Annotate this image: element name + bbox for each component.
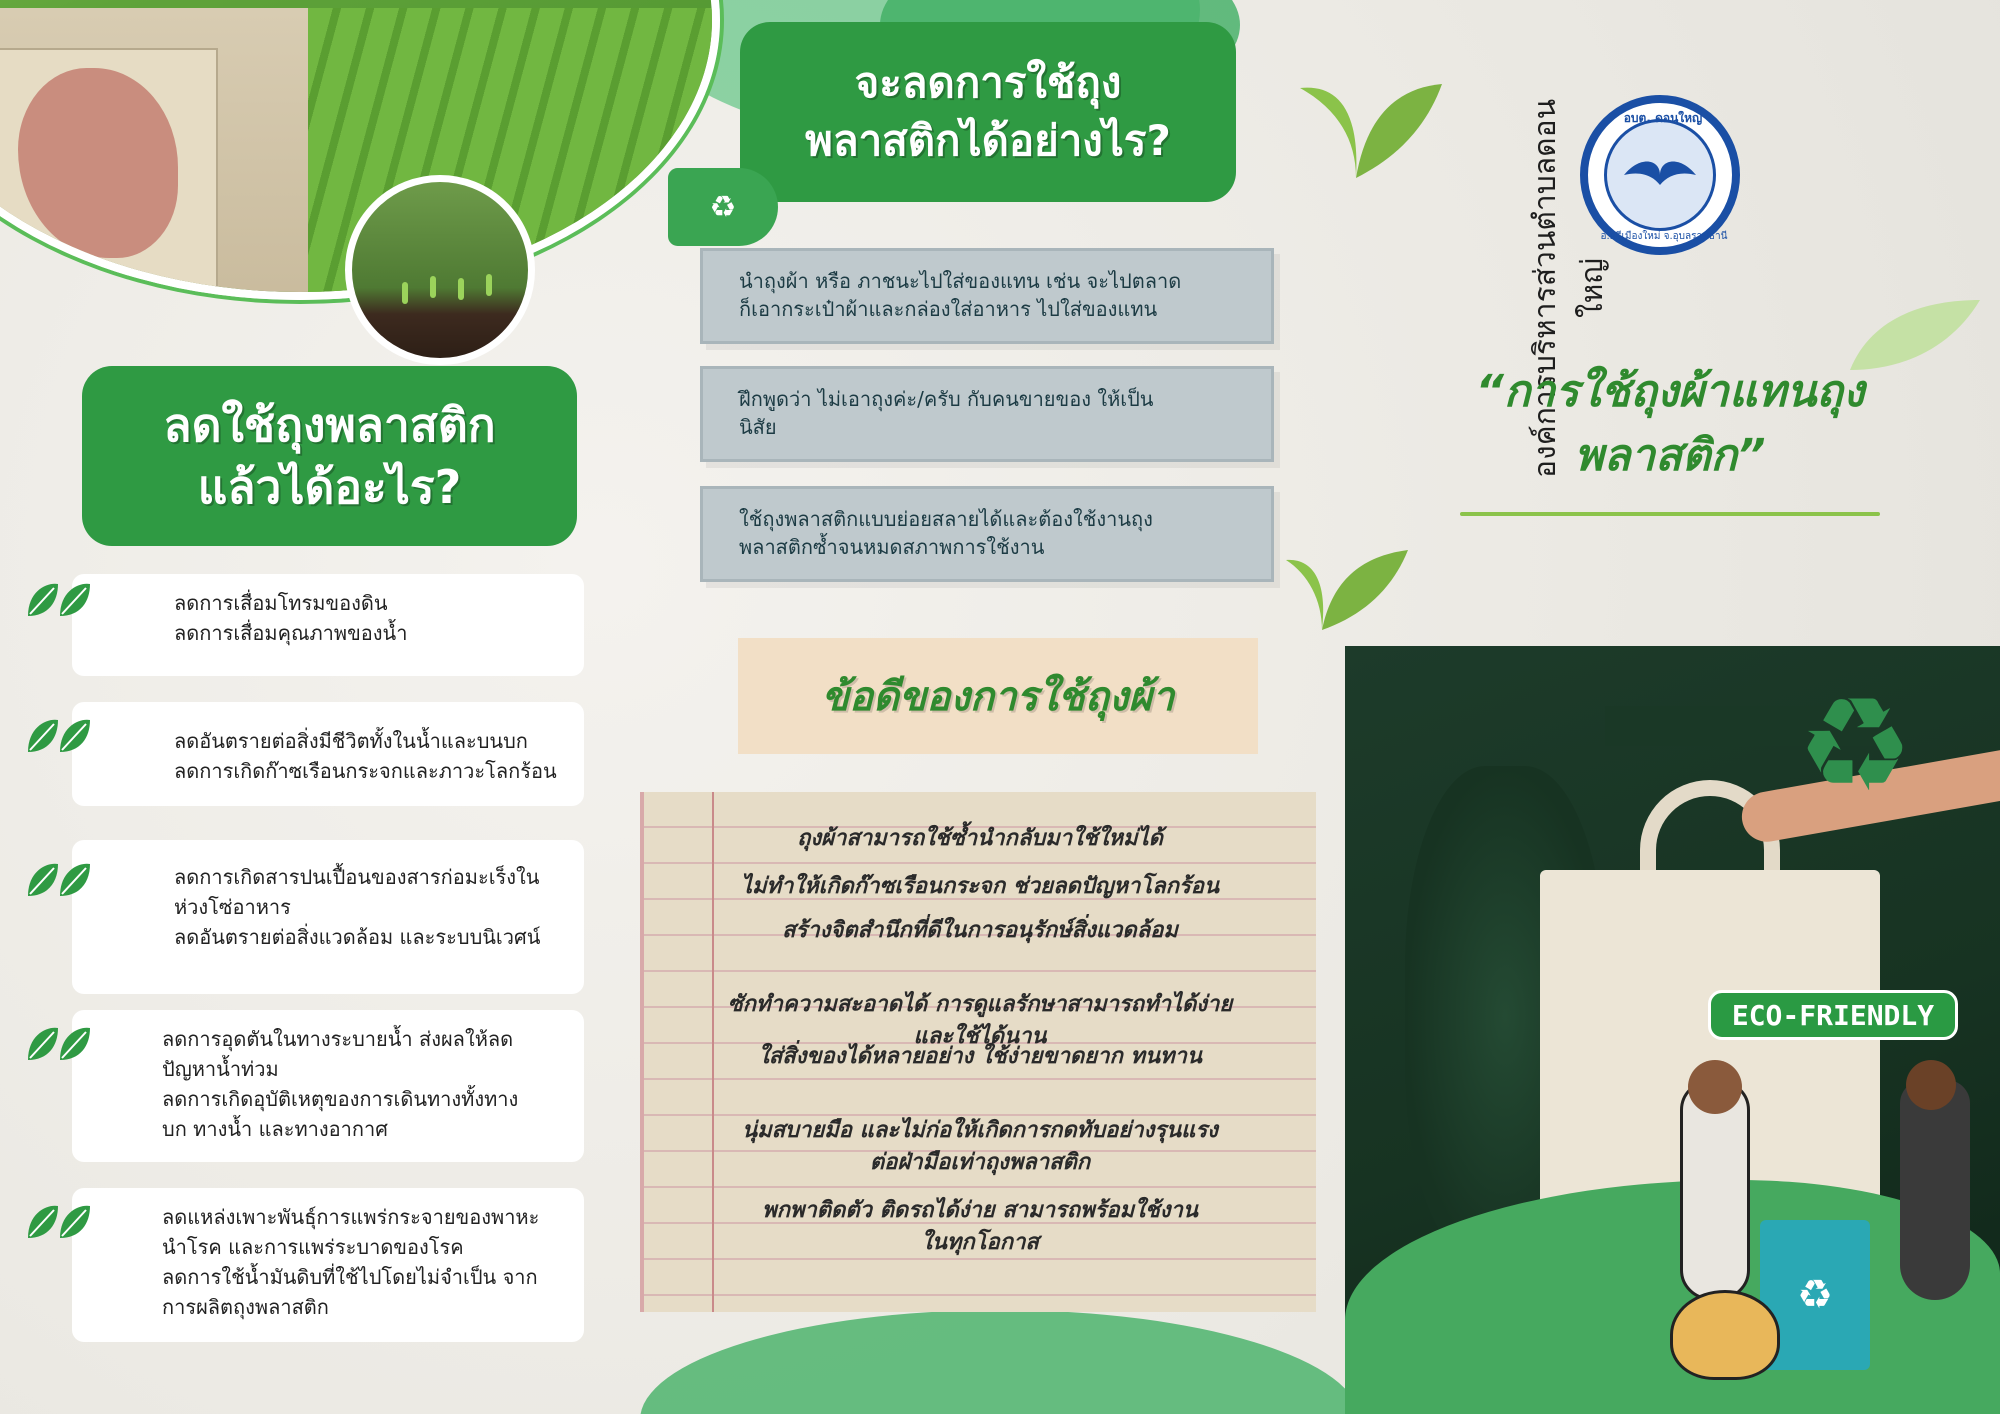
leaf-icon — [24, 580, 94, 628]
benefit-line: ลดการอุดตันในทางระบายน้ำ ส่งผลให้ลด ปัญหาน้ำท่วม — [162, 1027, 514, 1081]
person-woman — [1900, 1080, 1970, 1300]
benefit-card — [72, 574, 584, 676]
benefit-card — [72, 1188, 584, 1342]
step-card — [700, 248, 1274, 344]
benefit-line: ลดการเสื่อมคุณภาพของน้ำ — [174, 621, 408, 645]
benefit-line: ลดอันตรายต่อสิ่งมีชีวิตทั้งในน้ำและบนบก — [174, 729, 528, 753]
quote — [1420, 360, 1920, 488]
leaf-icon — [24, 716, 94, 764]
leaf-decoration-icon — [1296, 48, 1446, 192]
advantage-text: พกพาติดตัว ติดรถได้ง่าย สามารถพร้อมใช้งาน ในทุกโอกาส — [762, 1197, 1198, 1255]
step-card — [700, 486, 1274, 582]
advantages-title-text: ข้อดีของการใช้ถุงผ้า — [821, 674, 1175, 720]
center-heading-text: จะลดการใช้ถุง พลาสติกได้อย่างไร? — [805, 58, 1171, 165]
quote-text: “การใช้ถุงผ้าแทนถุง พลาสติก” — [1475, 366, 1865, 481]
benefit-line: ลดการใช้น้ำมันดิบที่ใช้ไปโดยไม่จำเป็น จาก การผลิตถุงพลาสติก — [162, 1265, 538, 1319]
step-text: ฝึกพูดว่า ไม่เอาถุงค่ะ/ครับ กับคนขายของ ให้เป็น นิสัย — [739, 387, 1154, 439]
advantages-title — [738, 638, 1258, 754]
recycle-bin-icon: ♻ — [1760, 1220, 1870, 1370]
quote-underline — [1460, 512, 1880, 516]
trash-bag — [1670, 1290, 1780, 1380]
organization-name: องค์การบริหารส่วนตำบลดอนใหญ่ — [1528, 98, 1610, 478]
organization-logo — [1580, 95, 1740, 255]
person-woman-head — [1906, 1060, 1956, 1110]
advantage-text: ใส่สิ่งของได้หลายอย่าง ใช้ง่ายขาดยาก ทนทาน — [758, 1043, 1202, 1069]
advantage-item — [700, 1040, 1260, 1072]
step-card — [700, 366, 1274, 462]
benefit-card — [72, 702, 584, 806]
logo-top-text: อบต. ดอนใหญ่ — [1623, 111, 1703, 125]
center-heading — [740, 22, 1236, 202]
advantage-item — [700, 870, 1260, 902]
leaf-decoration-icon — [1282, 520, 1412, 644]
benefit-card — [72, 1010, 584, 1162]
left-heading-text: ลดใช้ถุงพลาสติก แล้วได้อะไร? — [163, 398, 496, 514]
recycle-icon: ♻ — [1796, 669, 1914, 821]
benefit-line: ลดการเสื่อมโทรมของดิน — [174, 591, 388, 615]
advantage-item — [700, 914, 1260, 946]
benefit-line: ลดการเกิดก๊าซเรือนกระจกและภาวะโลกร้อน — [174, 759, 557, 783]
benefit-card — [72, 840, 584, 994]
eco-friendly-badge — [1708, 990, 1958, 1040]
step-text: ใช้ถุงพลาสติกแบบย่อยสลายได้และต้องใช้งานถุง พลาสติกซ้ำจนหมดสภาพการใช้งาน — [739, 507, 1153, 559]
leaf-icon — [24, 1202, 94, 1250]
eco-friendly-text: ECO-FRIENDLY — [1731, 998, 1935, 1032]
advantage-item — [700, 1162, 1260, 1258]
leaf-icon — [24, 1024, 94, 1072]
photo-seedlings — [345, 175, 535, 365]
advantage-text: ถุงผ้าสามารถใช้ซ้ำนำกลับมาใช้ใหม่ได้ — [797, 825, 1163, 851]
advantage-text: นุ่มสบายมือ และไม่ก่อให้เกิดการกดทับอย่างรุนแรง ต่อฝ่ามือเท่าถุงพลาสติก — [742, 1117, 1218, 1175]
benefit-line: ลดการเกิดสารปนเปื้อนของสารก่อมะเร็งใน ห่วงโซ่อาหาร — [174, 865, 540, 919]
logo-bottom-text: อ.ศรีเมืองใหม่ จ.อุบลราชธานี — [1600, 231, 1728, 242]
advantage-text: ไม่ทำให้เกิดก๊าซเรือนกระจก ช่วยลดปัญหาโลกร้อน — [740, 873, 1219, 899]
advantage-text: สร้างจิตสำนึกที่ดีในการอนุรักษ์สิ่งแวดล้อม — [782, 917, 1178, 943]
advantage-item — [700, 822, 1260, 854]
step-text: นำถุงผ้า หรือ ภาชนะไปใส่ของแทน เช่น จะไปตลาด ก็เอากระเป๋าผ้าและกล่องใส่อาหาร ไปใส่ของแทน — [739, 269, 1182, 321]
benefit-line: ลดการเกิดอุบัติเหตุของการเดินทางทั้งทาง บก ทางน้ำ และทางอากาศ — [162, 1087, 519, 1141]
benefit-line: ลดแหล่งเพาะพันธุ์การแพร่กระจายของพาหะ นำโรค และการแพร่ระบาดของโรค — [162, 1205, 540, 1259]
person-man-head — [1688, 1060, 1742, 1114]
bird-emblem-icon — [1604, 119, 1716, 231]
recycle-tag-icon: ♻ — [668, 168, 778, 246]
leaf-icon — [24, 860, 94, 908]
advantage-text: ซักทำความสะอาดได้ การดูแลรักษาสามารถทำได้ง่าย และใช้ได้นาน — [727, 991, 1233, 1049]
left-heading — [82, 366, 577, 546]
benefit-line: ลดอันตรายต่อสิ่งแวดล้อม และระบบนิเวศน์ — [174, 925, 541, 949]
advantage-item — [700, 956, 1260, 1052]
